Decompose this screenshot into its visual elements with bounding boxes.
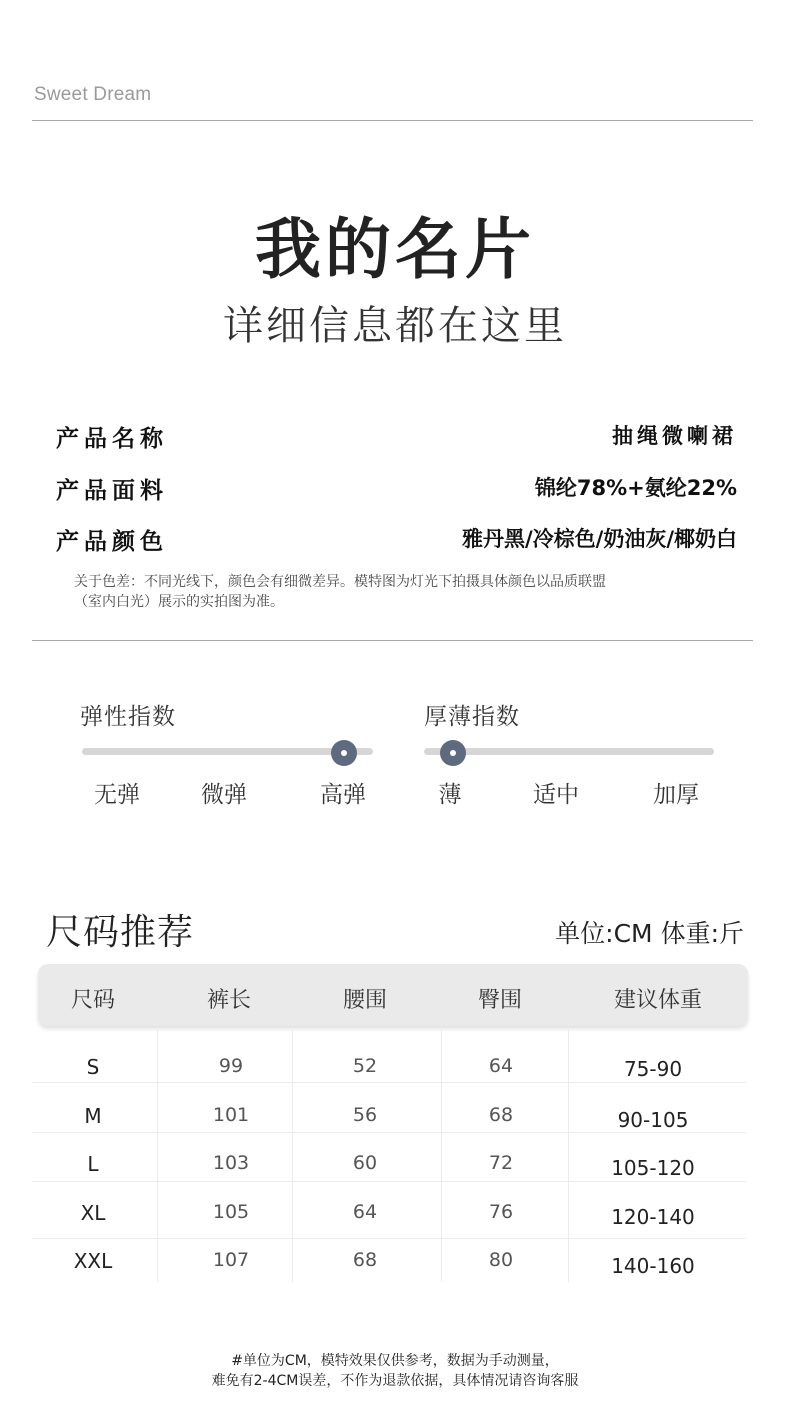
table-cell: 60: [352, 1152, 378, 1174]
table-cell: 105: [212, 1201, 250, 1223]
column-divider: [157, 1030, 158, 1282]
info-label: 产品颜色: [56, 529, 168, 555]
thickness-track: [424, 748, 714, 755]
column-divider: [568, 1030, 569, 1282]
table-cell: 76: [488, 1201, 514, 1223]
info-label: 产品面料: [56, 478, 168, 504]
table-cell: S: [86, 1055, 100, 1079]
table-cell: M: [84, 1104, 102, 1128]
info-row-color: [56, 523, 737, 555]
table-cell: 140-160: [611, 1254, 695, 1278]
size-chart-unit: 单位:CM 体重:斤: [555, 919, 744, 948]
table-cell: 105-120: [611, 1156, 695, 1180]
column-divider: [441, 1030, 442, 1282]
table-cell: 75-90: [623, 1057, 683, 1081]
thickness-knob: [440, 740, 466, 766]
info-row-fabric: [56, 472, 737, 504]
row-divider: [32, 1132, 746, 1133]
table-cell: 120-140: [611, 1205, 695, 1229]
row-divider: [32, 1181, 746, 1182]
header-cell: 腰围: [342, 988, 387, 1013]
page-subtitle: 详细信息都在这里: [223, 303, 567, 349]
brand-name: Sweet Dream: [34, 84, 152, 105]
table-cell: 107: [212, 1249, 250, 1271]
elasticity-title: 弹性指数: [80, 704, 176, 730]
info-value: 抽绳微喇裙: [612, 424, 737, 448]
table-cell: 103: [212, 1152, 250, 1174]
size-chart-title: 尺码推荐: [46, 912, 195, 953]
table-cell: L: [87, 1152, 99, 1176]
elasticity-knob: [331, 740, 357, 766]
color-note-line: （室内白光）展示的实拍图为准。: [74, 594, 284, 610]
elasticity-tick: 微弹: [201, 782, 247, 808]
table-cell: 99: [218, 1055, 244, 1077]
table-cell: 90-105: [617, 1108, 689, 1132]
table-cell: 64: [488, 1055, 514, 1077]
thickness-tick: 加厚: [653, 782, 699, 808]
table-cell: 72: [488, 1152, 514, 1174]
row-divider: [32, 1082, 746, 1083]
page-title: 我的名片: [255, 211, 535, 288]
elasticity-tick: 无弹: [94, 782, 140, 808]
header-cell: 裤长: [206, 988, 251, 1013]
table-cell: 101: [212, 1104, 250, 1126]
column-divider: [292, 1030, 293, 1282]
info-row-name: [56, 420, 737, 452]
thickness-title: 厚薄指数: [424, 704, 520, 730]
table-cell: XL: [80, 1201, 106, 1225]
table-cell: 80: [488, 1249, 514, 1271]
table-cell: 68: [352, 1249, 378, 1271]
size-table-header: [38, 964, 748, 1026]
table-cell: XXL: [73, 1249, 113, 1273]
table-cell: 56: [352, 1104, 378, 1126]
info-label: 产品名称: [56, 426, 168, 452]
thickness-tick: 适中: [533, 782, 579, 808]
divider: [32, 120, 753, 121]
footnote-line: 难免有2-4CM误差，不作为退款依据，具体情况请咨询客服: [211, 1373, 579, 1389]
color-note: [74, 572, 734, 612]
elasticity-track: [82, 748, 373, 755]
header-cell: 臀围: [477, 988, 522, 1013]
table-cell: 68: [488, 1104, 514, 1126]
header-cell: 建议体重: [613, 988, 702, 1013]
row-divider: [32, 1238, 746, 1239]
info-value: 雅丹黑/冷棕色/奶油灰/椰奶白: [461, 527, 737, 551]
table-cell: 64: [352, 1201, 378, 1223]
header-cell: 尺码: [70, 988, 115, 1013]
color-note-line: 关于色差：不同光线下，颜色会有细微差异。模特图为灯光下拍摄具体颜色以品质联盟: [74, 574, 606, 590]
info-value: 锦纶78%+氨纶22%: [534, 476, 737, 500]
thickness-tick: 薄: [438, 782, 462, 808]
elasticity-tick: 高弹: [320, 782, 366, 808]
divider: [32, 640, 753, 641]
table-cell: 52: [352, 1055, 378, 1077]
footnote-line: #单位为CM，模特效果仅供参考，数据为手动测量，: [231, 1353, 559, 1369]
